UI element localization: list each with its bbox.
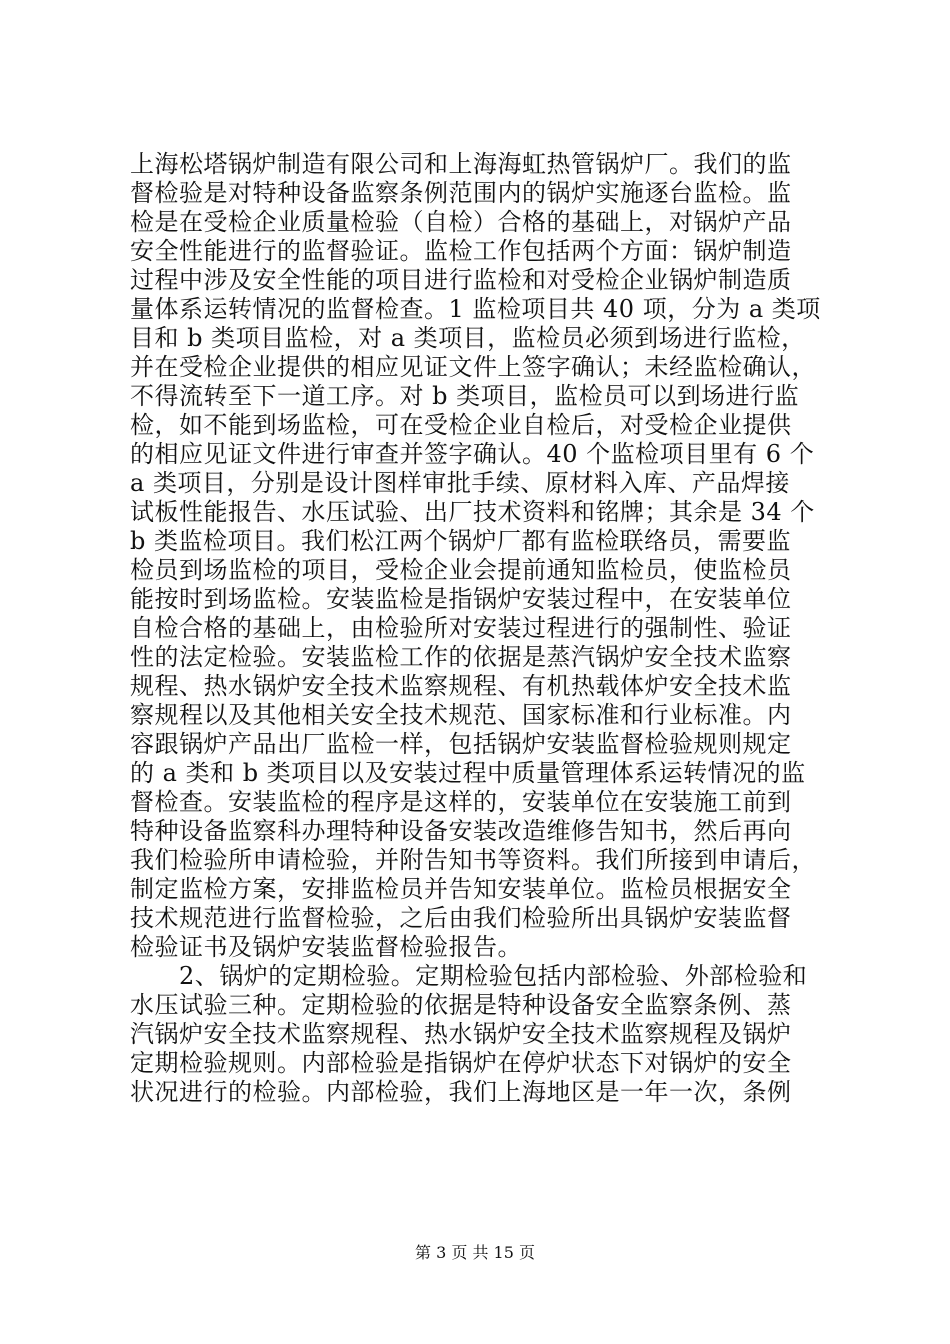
text-line: 性的法定检验。安装监检工作的依据是蒸汽锅炉安全技术监察: [130, 643, 792, 671]
text-line: 汽锅炉安全技术监察规程、热水锅炉安全技术监察规程及锅炉: [130, 1020, 792, 1048]
text-line: 安全性能进行的监督验证。监检工作包括两个方面：锅炉制造: [130, 237, 792, 265]
page-footer: 第 3 页 共 15 页: [415, 1243, 535, 1262]
text-line: 技术规范进行监督检验，之后由我们检验所出具锅炉安装监督: [130, 904, 792, 932]
text-line: 的相应见证文件进行审查并签字确认。40 个监检项目里有 6 个: [130, 440, 815, 468]
text-line: 规程、热水锅炉安全技术监察规程、有机热载体炉安全技术监: [130, 672, 792, 700]
text-line: 检是在受检企业质量检验（自检）合格的基础上，对锅炉产品: [130, 208, 792, 236]
text-line: 量体系运转情况的监督检查。1 监检项目共 40 项，分为 a 类项: [130, 295, 821, 323]
text-line: 定期检验规则。内部检验是指锅炉在停炉状态下对锅炉的安全: [130, 1049, 792, 1077]
body-text: [130, 150, 830, 1107]
text-line: 状况进行的检验。内部检验，我们上海地区是一年一次，条例: [130, 1078, 792, 1106]
text-line: 不得流转至下一道工序。对 b 类项目，监检员可以到场进行监: [130, 382, 800, 410]
text-line: 水压试验三种。定期检验的依据是特种设备安全监察条例、蒸: [130, 991, 792, 1019]
text-line: 督检查。安装监检的程序是这样的，安装单位在安装施工前到: [130, 788, 792, 816]
text-line: 目和 b 类项目监检，对 a 类项目，监检员必须到场进行监检，: [130, 324, 806, 352]
text-line: 制定监检方案，安排监检员并告知安装单位。监检员根据安全: [130, 875, 792, 903]
text-line: 察规程以及其他相关安全技术规范、国家标准和行业标准。内: [130, 701, 792, 729]
text-line: a 类项目，分别是设计图样审批手续、原材料入库、产品焊接: [130, 469, 790, 497]
text-line: 试板性能报告、水压试验、出厂技术资料和铭牌；其余是 34 个: [130, 498, 815, 526]
text-line: 我们检验所申请检验，并附告知书等资料。我们所接到申请后，: [130, 846, 816, 874]
text-line: 检验证书及锅炉安装监督检验报告。: [130, 933, 522, 961]
text-line: b 类监检项目。我们松江两个锅炉厂都有监检联络员，需要监: [130, 527, 791, 555]
text-line: 检，如不能到场监检，可在受检企业自检后，对受检企业提供: [130, 411, 792, 439]
text-line: 过程中涉及安全性能的项目进行监检和对受检企业锅炉制造质: [130, 266, 792, 294]
text-line: 上海松塔锅炉制造有限公司和上海海虹热管锅炉厂。我们的监: [130, 150, 792, 178]
text-line: 督检验是对特种设备监察条例范围内的锅炉实施逐台监检。监: [130, 179, 792, 207]
text-line: 的 a 类和 b 类项目以及安装过程中质量管理体系运转情况的监: [130, 759, 806, 787]
text-line: 能按时到场监检。安装监检是指锅炉安装过程中，在安装单位: [130, 585, 792, 613]
text-line: 特种设备监察科办理特种设备安装改造维修告知书，然后再向: [130, 817, 792, 845]
text-line: 自检合格的基础上，由检验所对安装过程进行的强制性、验证: [130, 614, 792, 642]
text-line: 容跟锅炉产品出厂监检一样，包括锅炉安装监督检验规则规定: [130, 730, 792, 758]
text-line: 并在受检企业提供的相应见证文件上签字确认；未经监检确认，: [130, 353, 816, 381]
text-line: 2、锅炉的定期检验。定期检验包括内部检验、外部检验和: [130, 962, 808, 990]
text-line: 检员到场监检的项目，受检企业会提前通知监检员，使监检员: [130, 556, 792, 584]
